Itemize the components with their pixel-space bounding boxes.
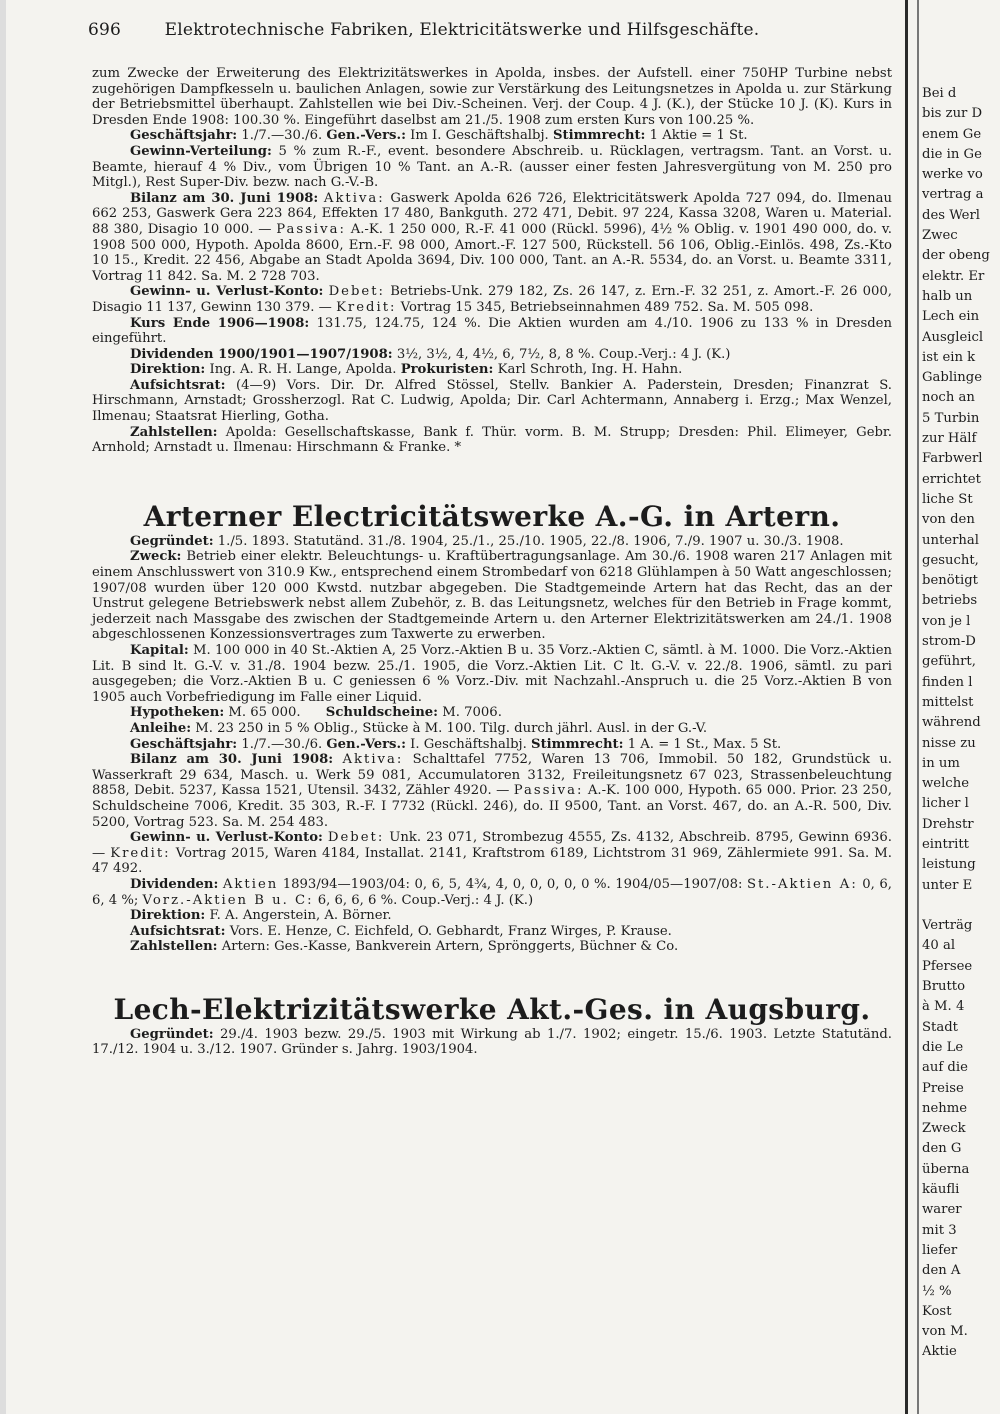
artern-aufsichtsrat: Aufsichtsrat: Vors. E. Henze, C. Eichfeld, O. Gebhardt, Franz Wirges, P. Krause. [130, 923, 672, 939]
apolda-gewinn-verlust: Gewinn- u. Verlust-Konto: Debet: Betriebs-Unk. 279 182, Zs. 26 147, z. Ern.-F. 32 251, z. Amort.-F. 26 000, Disagio 11 137, Gewinn 130 379. — Kredit: Vortrag 15 345, Betriebseinnahmen 489 752. Sa. M. 505 098. [92, 284, 892, 315]
adjacent-column-line: mittelst [922, 694, 974, 710]
adjacent-column-line: Drehstr [922, 816, 974, 832]
adjacent-column-line: betriebs [922, 593, 978, 609]
adjacent-column-line: Verträg [922, 918, 973, 934]
adjacent-column-line: licher l [922, 796, 969, 812]
adjacent-page-column [922, 84, 1000, 1414]
adjacent-column-line: überna [922, 1161, 970, 1177]
adjacent-column-line: 40 al [922, 938, 956, 954]
apolda-aufsichtsrat: Aufsichtsrat: (4—9) Vors. Dir. Dr. Alfred Stössel, Stellv. Bankier A. Paderstein, Dresden; Finanzrat S. Hirschmann, Arnstadt; Grossherzogl. Rat C. Ludwig, Apolda; Dir. Carl Achtermann, Annaberg i. Erzg.; Max Wenzel, Ilmenau; Staatsrat Hierling, Gotha. [92, 377, 892, 425]
adjacent-column-line: nehme [922, 1100, 968, 1116]
adjacent-column-line: welche [922, 776, 969, 792]
adjacent-column-line: leistung [922, 857, 976, 873]
adjacent-column-line: Farbwerl [922, 451, 983, 467]
adjacent-column-line: Preise [922, 1080, 964, 1096]
adjacent-column-line: Stadt [922, 1019, 958, 1035]
artern-kapital: Kapital: M. 100 000 in 40 St.-Aktien A, 25 Vorz.-Aktien B u. 35 Vorz.-Aktien C, sämtl. à M. 1000. Die Vorz.-Aktien Lit. B sind lt. G.-V. v. 31./8. 1904 bezw. 25./1. 1905, die Vorz.-Aktien Lit. C lt. G.-V. v. 22./8. 1906, sämtl. zu pari ausgegeben; die Vorz.-Aktien B u. C geniessen 6 % Vorz.-Div. mit Nachzahl.-Anspruch u. die 25 Vorz.-Aktien B von 1905 auch Vorbefriedigung im Falle einer Liquid. [92, 643, 892, 705]
adjacent-column-line: Aktie [922, 1344, 957, 1360]
artern-hypotheken: Hypotheken: M. 65 000. Schuldscheine: M. 7006. [130, 705, 502, 721]
adjacent-column-line: vertrag a [922, 187, 984, 203]
adjacent-column-line: 5 Turbin [922, 410, 980, 426]
lech-company-title: Lech-Elektrizitätswerke Akt.-Ges. in Augsburg. [113, 992, 871, 1026]
apolda-bilanz: Bilanz am 30. Juni 1908: Aktiva: Gaswerk Apolda 626 726, Elektricitätswerk Apolda 727 094, do. Ilmenau 662 253, Gaswerk Gera 223 864, Effekten 17 480, Bankguth. 272 471, Debit. 97 224, Kassa 3208, Waren u. Material. 88 380, Disagio 10 000. — Passiva: A.-K. 1 250 000, R.-F. 41 000 (Rückl. 5996), 4½ % Oblig. v. 1901 490 000, do. v. 1908 500 000, Hypoth. Apolda 8600, Ern.-F. 98 000, Amort.-F. 127 500, Rückstell. 56 106, Oblig.-Einlös. 498, Zs.-Kto 10 15., Kredit. 22 456, Abgabe an Stadt Apolda 3694, Div. 100 000, Tant. an A.-R. 5534, do. an Vorst. u. Beamte 3311, Vortrag 11 842. Sa. M. 2 728 703. [92, 190, 892, 284]
adjacent-column-line: warer [922, 1202, 962, 1218]
adjacent-column-line: liche St [922, 491, 973, 507]
adjacent-column-line: benötigt [922, 573, 978, 589]
running-title: Elektrotechnische Fabriken, Elektricitätswerke und Hilfsgeschäfte. [164, 20, 760, 40]
adjacent-column-line: Bei d [922, 86, 957, 101]
adjacent-column-line: halb un [922, 288, 973, 304]
adjacent-column-line: des Werl [922, 207, 981, 223]
adjacent-column-line: Pfersee [922, 958, 973, 974]
adjacent-column-line: die Le [922, 1039, 964, 1055]
adjacent-column-line: von M. [922, 1324, 968, 1340]
adjacent-column-line: noch an [922, 390, 975, 406]
adjacent-column-line: während [922, 715, 981, 731]
adjacent-column-line: die in Ge [922, 146, 982, 162]
artern-dividenden: Dividenden: Aktien 1893/94—1903/04: 0, 6, 5, 4¾, 4, 0, 0, 0, 0, 0 %. 1904/05—1907/08: St.-Aktien A: 0, 6, 6, 4 %; Vorz.-Aktien B u. C: 6, 6, 6, 6 %. Coup.-Verj.: 4 J. (K.) [92, 876, 892, 908]
apolda-gewinn-verteilung: Gewinn-Verteilung: 5 % zum R.-F., event. besondere Abschreib. u. Rücklagen, vertragsm. Tant. an Vorst. u. Beamte, hierauf 4 % Div., vom Übrigen 10 % Tant. an A.-R. (ausser einer festen Jahresvergütung von M. 250 pro Mitgl.), Rest Super-Div. bezw. nach G.-V.-B. [92, 143, 892, 191]
adjacent-column-line: zur Hälf [922, 431, 977, 447]
artern-gegruendet: Gegründet: 1./5. 1893. Statutänd. 31./8. 1904, 25./1., 25./10. 1905, 22./8. 1906, 7./9. 1907 u. 30./3. 1908. [130, 533, 844, 549]
adjacent-column-line: mit 3 [922, 1222, 957, 1238]
adjacent-column-line: Zweck [922, 1121, 966, 1137]
scan-edge [0, 0, 6, 1414]
adjacent-column-line: Zwec [922, 228, 958, 244]
adjacent-column-line: Gablinge [922, 370, 983, 386]
adjacent-column-line: den A [922, 1263, 961, 1279]
adjacent-column-line: liefer [922, 1242, 958, 1258]
adjacent-column-line: unter E [922, 877, 973, 893]
adjacent-column-line: ½ % [922, 1283, 952, 1299]
adjacent-column-line: finden l [922, 674, 973, 690]
artern-zweck: Zweck: Betrieb einer elektr. Beleuchtungs- u. Kraftübertragungsanlage. Am 30./6. 1908 waren 217 Anlagen mit einem Anschlusswert von 310.9 Kw., entsprechend einem Strombedarf von 6218 Glühlampen à 50 Watt angeschlossen; 1907/08 wurden über 120 000 Kwstd. nutzbar abgegeben. Die Stadtgemeinde Artern hat das Recht, das an der Unstrut gelegene Betriebswerk nebst allem Zubehör, z. B. das Leitungsnetz, welches für den Betrieb in Frage kommt, jederzeit nach Massgabe des zwischen der Stadtgemeinde Artern u. den Arterner Elektrizitätswerken am 24./1. 1908 abgeschlossenen Konzessionsvertrages zum Taxwerte zu erwerben. [92, 549, 892, 643]
adjacent-column-line: Ausgleicl [922, 329, 984, 345]
adjacent-column-line: geführt, [922, 654, 976, 670]
adjacent-column-line: werke vo [922, 167, 983, 183]
artern-gewinn-verlust: Gewinn- u. Verlust-Konto: Debet: Unk. 23 071, Strombezug 4555, Zs. 4132, Abschreib. 8795, Gewinn 6936. — Kredit: Vortrag 2015, Waren 4184, Installat. 2141, Kraftstrom 6189, Lichtstrom 31 969, Zählermiete 991. Sa. M. 47 492. [92, 830, 892, 877]
adjacent-column-line: ist ein k [922, 349, 976, 365]
adjacent-column-line: Brutto [922, 979, 966, 995]
artern-zahlstellen: Zahlstellen: Artern: Ges.-Kasse, Bankverein Artern, Sprönggerts, Büchner & Co. [130, 939, 679, 955]
adjacent-column-line: Lech ein [922, 309, 980, 325]
apolda-direktion: Direktion: Ing. A. R. H. Lange, Apolda. Prokuristen: Karl Schroth, Ing. H. Hahn. [130, 362, 683, 378]
adjacent-column-line: errichtet [922, 471, 981, 487]
column-divider-shadow [917, 0, 919, 1414]
adjacent-column-line: à M. 4 [922, 999, 965, 1015]
main-column [92, 66, 892, 1058]
adjacent-column-line: von je l [922, 613, 971, 629]
adjacent-column-line: in um [922, 755, 960, 771]
apolda-intro: zum Zwecke der Erweiterung des Elektrizitätswerkes in Apolda, insbes. der Aufstell. einer 750HP Turbine nebst zugehörigen Dampfkesseln u. baulichen Anlagen, sowie zur Verstärkung des Leitungsnetzes in Apolda u. zur Stärkung der Betriebsmittel überhaupt. Zahlstellen wie bei Div.-Scheinen. Verj. der Coup. 4 J. (K.), der Stücke 10 J. (K). Kurs in Dresden Ende 1908: 100.30 %. Eingeführt daselbst am 21./5. 1908 zum ersten Kurs von 100.25 %. [92, 66, 892, 128]
adjacent-column-line: der obeng [922, 248, 990, 264]
apolda-dividenden: Dividenden 1900/1901—1907/1908: 3½, 3½, 4, 4½, 6, 7½, 8, 8 %. Coup.-Verj.: 4 J. (K.) [130, 346, 731, 362]
adjacent-column-line: eintritt [922, 836, 969, 852]
adjacent-column-line: strom-D [922, 634, 976, 650]
page-number: 696 [88, 20, 122, 40]
adjacent-column-line: Kost [922, 1303, 952, 1319]
adjacent-column-line: den G [922, 1141, 962, 1157]
adjacent-column-line: auf die [922, 1060, 968, 1076]
adjacent-column-line: unterhal [922, 532, 979, 548]
adjacent-column-line: von den [922, 512, 975, 528]
artern-geschaeftsjahr: Geschäftsjahr: 1./7.—30./6. Gen.-Vers.: I. Geschäftshalbj. Stimmrecht: 1 A. = 1 St., Max. 5 St. [130, 736, 782, 752]
column-divider [905, 0, 908, 1414]
apolda-geschaeftsjahr: Geschäftsjahr: 1./7.—30./6. Gen.-Vers.: Im I. Geschäftshalbj. Stimmrecht: 1 Aktie = 1 St. [130, 128, 748, 144]
artern-anleihe: Anleihe: M. 23 250 in 5 % Oblig., Stücke à M. 100. Tilg. durch jährl. Ausl. in der G.-V. [130, 720, 708, 736]
adjacent-column-line [922, 896, 1000, 916]
artern-bilanz: Bilanz am 30. Juni 1908: Aktiva: Schalttafel 7752, Waren 13 706, Immobil. 50 182, Grundstück u. Wasserkraft 29 634, Masch. u. Werk 59 081, Accumulatoren 3132, Freileitungsnetz 67 023, Strassenbeleuchtung 8858, Debit. 5237, Kassa 1521, Utensil. 3432, Zähler 4920. — Passiva: A.-K. 100 000, Hypoth. 65 000. Prior. 23 250, Schuldscheine 7006, Kredit. 35 303, R.-F. I 7732 (Rückl. 246), do. II 9500, Tant. an Vorst. 467, do. an A.-R. 500, Div. 5200, Vortrag 523. Sa. M. 254 483. [92, 752, 893, 830]
apolda-kurs: Kurs Ende 1906—1908: 131.75, 124.75, 124 %. Die Aktien wurden am 4./10. 1906 zu 133 % in Dresden eingeführt. [92, 315, 892, 347]
adjacent-column-line: enem Ge [922, 126, 982, 142]
adjacent-column-line: käufli [922, 1182, 960, 1198]
apolda-zahlstellen: Zahlstellen: Apolda: Gesellschaftskasse, Bank f. Thür. vorm. B. M. Strupp; Dresden: Phil. Elimeyer, Gebr. Arnhold; Arnstadt u. Ilmenau: Hirschmann & Franke. * [92, 424, 892, 456]
artern-direktion: Direktion: F. A. Angerstein, A. Börner. [130, 908, 392, 924]
artern-company-title: Arterner Electricitätswerke A.-G. in Artern. [143, 499, 841, 533]
adjacent-column-line: bis zur D [922, 106, 983, 122]
adjacent-column-line: gesucht, [922, 552, 979, 568]
adjacent-column-line: elektr. Er [922, 268, 985, 284]
page-header [88, 20, 918, 40]
adjacent-column-line: nisse zu [922, 735, 976, 751]
lech-gegruendet: Gegründet: 29./4. 1903 bezw. 29./5. 1903 mit Wirkung ab 1./7. 1902; eingetr. 15./6. 1903. Letzte Statutänd. 17./12. 1904 u. 3./12. 1907. Gründer s. Jahrg. 1903/1904. [92, 1026, 892, 1058]
